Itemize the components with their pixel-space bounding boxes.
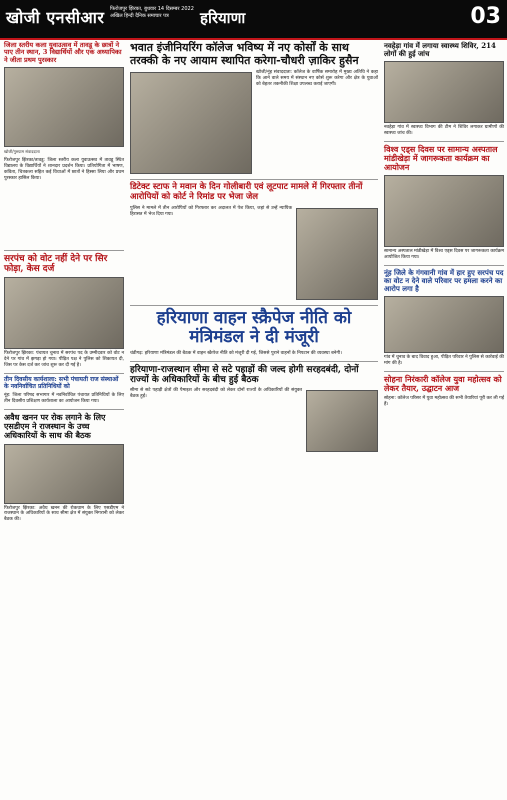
column-center <box>130 42 378 454</box>
body-a2: फिरोजपुर झिरका: पंचायत चुनाव में सरपंच पद के उम्मीदवार को वोट न देने पर गांव में झगड़ा हो गया। पीड़ित पक्ष ने पुलिस को शिकायत दी, जिस पर केस दर्ज कर जांच शुरू कर दी गई है। <box>4 351 124 368</box>
divider <box>384 371 504 372</box>
body-a3: नूंह: जिला परिषद सभागार में नवनिर्वाचित पंचायत प्रतिनिधियों के लिए तीन दिवसीय प्रशिक्षण कार्यशाला का आयोजन किया गया। <box>4 393 124 405</box>
article-a10 <box>384 269 504 367</box>
lead-body-row <box>130 70 378 176</box>
section-title: हरियाणा <box>200 9 246 27</box>
divider <box>130 361 378 362</box>
photo-border-meeting <box>306 390 378 452</box>
headline-a8: हरियाणा-राजस्थान सीमा से सटे पहाड़ों की जल्द होगी सरहदबंदी, दोनों राज्यों के अधिकारियों के बीच हुई बैठक <box>130 364 359 386</box>
headline-lead: भवात इंजीनियरिंग कॉलेज भविष्य में नए कोर्सों के साथ तरक्की के नए आयाम स्थापित करेगा-चौधरी ज़ाकिर हुसैन <box>130 41 359 67</box>
article-a11 <box>384 375 504 408</box>
article-a5 <box>130 183 378 302</box>
body-a5: पुलिस ने मामले में तीन आरोपियों को गिरफ्तार कर अदालत में पेश किया, जहां से उन्हें न्यायिक हिरासत में भेज दिया गया। <box>130 205 292 217</box>
dateline <box>110 6 194 20</box>
column-right <box>384 42 504 412</box>
article-a7 <box>130 309 378 357</box>
masthead <box>0 0 507 38</box>
body-a9: नवहेड़ा गांव में स्वास्थ्य विभाग की टीम ने शिविर लगाकर ग्रामीणों की स्वास्थ्य जांच की। <box>384 125 504 136</box>
body-a4: फिरोजपुर झिरका: अवैध खनन की रोकथाम के लिए एसडीएम ने राजस्थान के अधिकारियों के साथ सीमा क्षेत्र में संयुक्त निगरानी को लेकर बैठक की। <box>4 505 124 523</box>
headline-a10: नूंह जिले के गंगवानी गांव में हार हुए सरपंच पद का वोट न देने वाले परिवार पर हमला करने का आरोप लगा है <box>384 267 504 293</box>
article-lead <box>130 42 378 176</box>
column-left <box>4 42 124 527</box>
dateline-tagline: अखिल हिन्दी दैनिक समाचार पत्र <box>110 13 169 19</box>
photo-meeting <box>4 444 124 504</box>
headline-a3: तीन दिवसीय कार्यशाला: सभी पंचायती राज संस्थाओं के नवनिर्वाचित प्रतिनिधियों को <box>4 375 119 390</box>
divider <box>384 265 504 266</box>
a8-body-row <box>130 388 378 454</box>
photo-health-camp <box>384 61 504 123</box>
divider <box>130 179 378 180</box>
article-a3 <box>4 377 124 405</box>
headline-a11: सोहना निरंकारी कॉलेज युवा महोत्सव को लेकर तैयार, उद्घाटन आज <box>384 373 502 393</box>
headline-a6: विश्व एड्स दिवस पर सामान्य अस्पताल मांडीखेड़ा में जागरूकता कार्यक्रम का आयोजन <box>384 143 498 173</box>
article-a4 <box>4 413 124 523</box>
article-a2 <box>4 254 124 369</box>
divider <box>130 305 378 306</box>
article-a1 <box>4 42 124 246</box>
headline-a4: अवैध खनन पर रोक लगाने के लिए एसडीएम ने राजस्थान के उच्च अधिकारियों के साथ की बैठक <box>4 412 106 441</box>
photo-college-event <box>130 72 252 174</box>
body-a6: सामान्य अस्पताल मांडीखेड़ा में विश्व एड्स दिवस पर जागरूकता कार्यक्रम आयोजित किया गया। <box>384 249 504 261</box>
body-a1-filler <box>4 186 124 246</box>
masthead-divider <box>0 38 507 40</box>
article-a8 <box>130 365 378 455</box>
headline-a5: डिटेक्ट स्टाफ ने मवान के दिन गोलीबारी एवं लूटपाट मामले में गिरफ्तार तीनों आरोपियों को कोर्ट ने रिमांड पर भेजा जेल <box>130 182 363 203</box>
article-a6 <box>384 145 504 261</box>
photo-aids-awareness <box>384 175 504 247</box>
headline-a7: हरियाणा वाहन स्क्रैपेज नीति को मंत्रिमंडल ने दी मंजूरी <box>156 307 352 348</box>
photo-students <box>4 67 124 147</box>
body-a11: सोहना: कॉलेज परिसर में युवा महोत्सव की सभी तैयारियां पूरी कर ली गई हैं। <box>384 395 504 407</box>
newspaper-logo: खोजी एनसीआर <box>6 8 105 27</box>
a5-body-row <box>130 206 378 302</box>
body-a7: चंडीगढ़: हरियाणा मंत्रिमंडल की बैठक में वाहन स्क्रैपेज नीति को मंजूरी दी गई, जिससे पुराने वाहनों के निपटान की व्यवस्था बनेगी। <box>130 350 342 356</box>
divider <box>4 250 124 251</box>
body-a8: सीमा से सटे पहाड़ी क्षेत्रों की पैमाइश और सरहदबंदी को लेकर दोनों राज्यों के अधिकारियों की संयुक्त बैठक हुई। <box>130 388 302 400</box>
article-a9 <box>384 42 504 137</box>
photo-family <box>384 296 504 353</box>
divider <box>384 141 504 142</box>
page-number: 03 <box>470 4 501 29</box>
body-lead: खोजी/नूंह संवाददाता: कॉलेज के वार्षिक समारोह में मुख्य अतिथि ने कहा कि आने वाले समय में संस्थान नए कोर्स शुरू करेगा और क्षेत्र के युवाओं को बेहतर तकनीकी शिक्षा उपलब्ध कराई जाएगी। <box>256 70 378 87</box>
headline-a2: सरपंच को वोट नहीं देने पर सिर फोड़ा, केस दर्ज <box>4 253 108 274</box>
divider <box>4 409 124 410</box>
body-a1: फिरोजपुर झिरका/तावडू: जिला स्तरीय कला युवाउत्सव में तावडू स्थित विद्यालय के विद्यार्थियों ने शानदार प्रदर्शन किया। प्रतियोगिता में भाषण, कविता, चित्रकला सहित कई विधाओं में छात्रों ने हिस्सा लिया और प्रथम पुरस्कार हासिल किया। <box>4 158 124 181</box>
photo-accused <box>296 208 378 300</box>
dateline-date: फिरोजपुर झिरका, बुधवार 14 दिसम्बर 2022 <box>110 6 194 12</box>
headline-a1: जिला स्तरीय कला युवाउत्सव में तावडू के छात्रों ने पाए तीन स्थान, 3 विद्यार्थियों और एक अध्यापिका ने जीता प्रथम पुरस्कार <box>4 41 122 64</box>
headline-a9: नवहेड़ा गांव में लगाया स्वास्थ्य शिविर, 214 लोगों की हुई जांच <box>384 41 496 59</box>
caption-a1: खोजी/गुरुग्राम संवाददाता <box>4 149 40 155</box>
body-a10: गांव में चुनाव के बाद विवाद हुआ, पीड़ित परिवार ने पुलिस से कार्रवाई की मांग की है। <box>384 354 504 366</box>
divider <box>4 373 124 374</box>
photo-injured <box>4 277 124 349</box>
